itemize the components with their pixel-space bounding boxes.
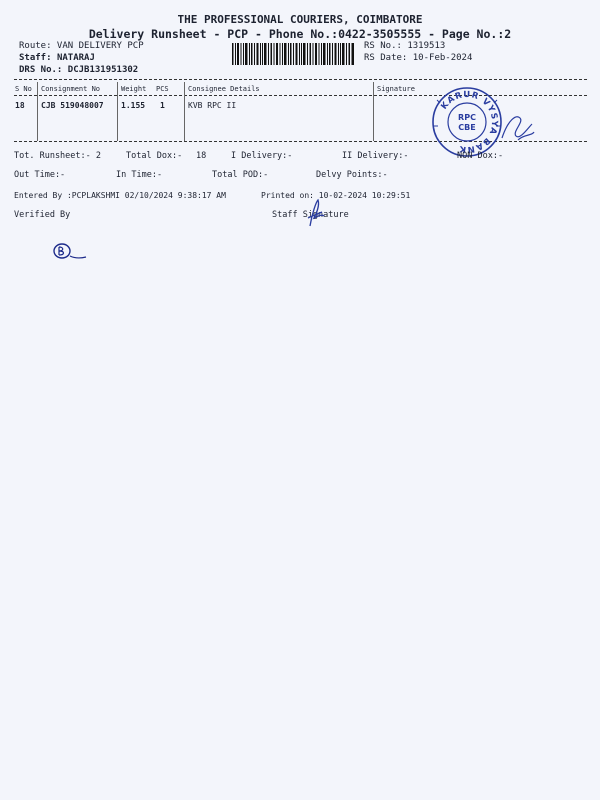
header-sno: S No [15, 85, 32, 93]
company-title: THE PROFESSIONAL COURIERS, COIMBATORE [177, 13, 423, 26]
drs-label: DRS No.: [19, 65, 63, 75]
table-top-divider [14, 79, 587, 80]
header-consignee: Consignee Details [188, 85, 260, 93]
total-pod: Total POD:- [212, 170, 269, 180]
header-pcs: PCS [156, 85, 169, 93]
in-time: In Time:- [116, 170, 163, 180]
header-signature: Signature [377, 85, 415, 93]
header-consignment: Consignment No [41, 85, 101, 93]
staff-signature-mark [300, 196, 328, 230]
row-weight: 1.155 [121, 101, 146, 110]
handwritten-mark [50, 240, 90, 264]
receiver-signature-mark [498, 110, 538, 146]
i-delivery: I Delivery:- [231, 151, 293, 161]
staff-label: Staff: [19, 53, 52, 63]
column-divider [373, 82, 374, 141]
header-weight: Weight [121, 85, 147, 93]
total-dox-label: Total Dox:- [126, 151, 183, 161]
column-divider [37, 82, 38, 141]
staff-name: NATARAJ [56, 53, 95, 63]
row-sno: 18 [15, 101, 25, 110]
staff-line [19, 53, 95, 63]
total-runsheet: Tot. Runsheet:- 2 [14, 151, 101, 161]
barcode [232, 43, 354, 65]
drs-line [19, 65, 138, 75]
row-pcs: 1 [160, 101, 165, 110]
non-dox: NON Dox:- [457, 151, 504, 161]
row-consignee: KVB RPC II [188, 101, 237, 110]
out-time: Out Time:- [14, 170, 66, 180]
printed-on: Printed on: 10-02-2024 10:29:51 [261, 191, 411, 200]
bank-stamp [431, 86, 503, 158]
stamp-ring-text: KARUR VYSYA BANK [439, 89, 500, 155]
route-label: Route: VAN DELIVERY PCP [19, 41, 144, 51]
column-divider [117, 82, 118, 141]
entered-by: Entered By :PCPLAKSHMI 02/10/2024 9:38:17 AM [14, 191, 226, 200]
ii-delivery: II Delivery:- [342, 151, 409, 161]
runsheet-title: Delivery Runsheet - PCP - Phone No.:0422-3505555 - Page No.:2 [88, 27, 512, 41]
verified-by: Verified By [14, 210, 71, 220]
staff-signature-label: Staff Signature [272, 210, 349, 220]
column-divider [184, 82, 185, 141]
rs-number: RS No.: 1319513 [364, 41, 446, 51]
rs-date: RS Date: 10-Feb-2024 [364, 53, 473, 63]
row-consignment: CJB 519048007 [41, 101, 104, 110]
stamp-line-2: CBE [458, 123, 476, 132]
stamp-line-1: RPC [458, 113, 476, 122]
delivery-points: Delvy Points:- [316, 170, 388, 180]
total-dox-value: 18 [196, 151, 207, 161]
drs-number: DCJB131951302 [67, 65, 139, 75]
